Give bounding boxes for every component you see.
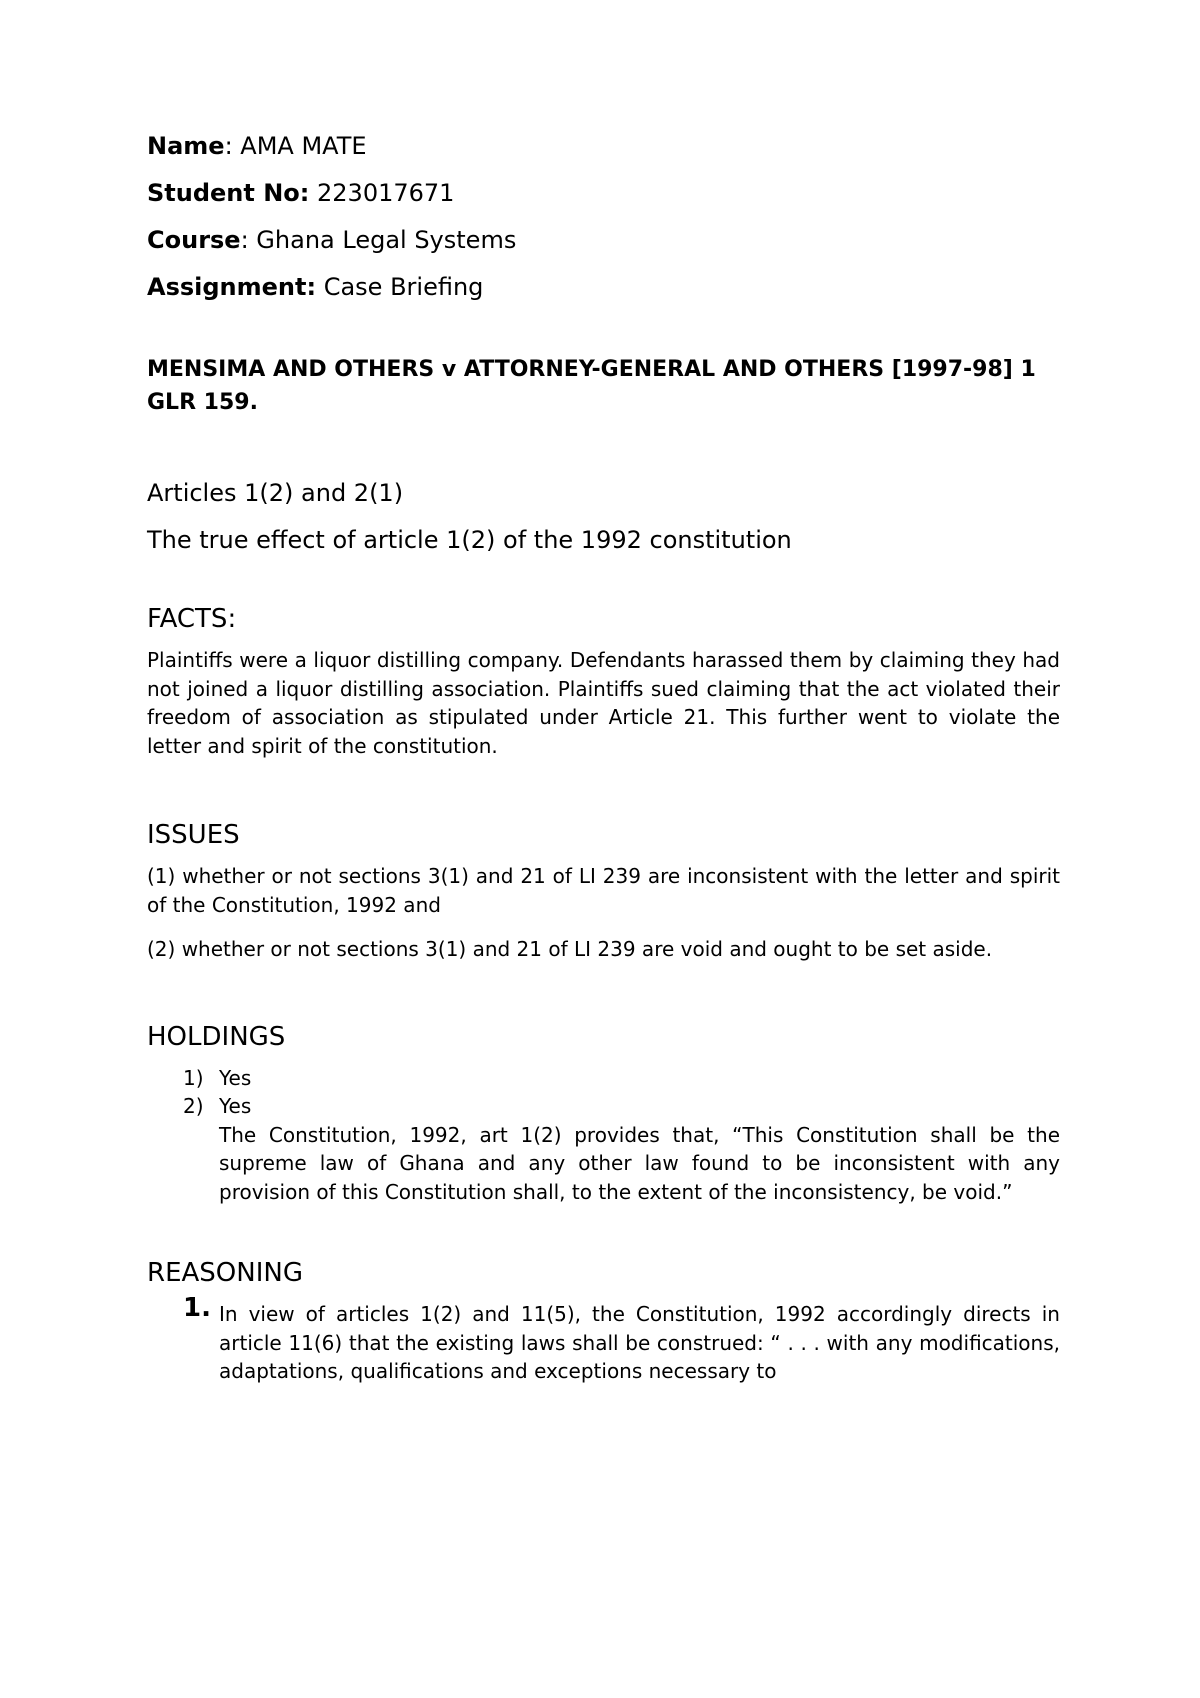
name-label: Name [147,132,225,160]
reasoning-text: In view of articles 1(2) and 11(5), the Constitution, 1992 accordingly directs in article 11(6) that the existing laws shall be construed: “ . . . with any modifications, adaptations, qualifications and exceptions necessary to [219,1302,1060,1383]
student-name-line [147,130,1060,162]
document-page [147,130,1060,1386]
reasoning-list [147,1293,1060,1386]
course-line [147,224,1060,256]
holdings-list [147,1064,1060,1207]
course-label: Course [147,226,241,254]
issues-heading: ISSUES [147,820,240,850]
student-number-value: 223017671 [309,179,455,207]
holding-item [147,1092,1060,1121]
assignment-line [147,271,1060,303]
holdings-heading: HOLDINGS [147,1021,286,1052]
issue-item: (2) whether or not sections 3(1) and 21 of LI 239 are void and ought to be set aside. [147,937,993,961]
course-value: : Ghana Legal Systems [240,226,517,254]
holding-item [147,1064,1060,1093]
articles-line: Articles 1(2) and 2(1) [147,479,404,507]
holding-quote: The Constitution, 1992, art 1(2) provides that, “This Constitution shall be the supreme law of Ghana and any other law found to be inconsistent with any provision of this Constitution shall, to the extent of the inconsistency, be void.” [219,1122,1060,1204]
holding-marker: 2) [183,1094,204,1118]
student-number-label: Student No: [147,179,310,207]
holding-text: Yes [219,1065,252,1090]
reasoning-heading: REASONING [147,1258,303,1288]
issue-item: (1) whether or not sections 3(1) and 21 of LI 239 are inconsistent with the letter and spirit of the Constitution, 1992 and [147,864,1060,917]
assignment-label: Assignment: [147,273,317,301]
reasoning-item [147,1293,1060,1386]
facts-heading: FACTS: [147,604,237,634]
case-effect-line: The true effect of article 1(2) of the 1992 constitution [147,526,792,554]
reasoning-marker: 1. [183,1293,211,1323]
case-title: MENSIMA AND OTHERS v ATTORNEY-GENERAL AND OTHERS [1997-98] 1 GLR 159. [147,357,1036,415]
assignment-value: Case Briefing [316,273,484,301]
student-number-line [147,177,1060,209]
holding-text: Yes [219,1094,252,1118]
name-value: : AMA MATE [224,132,367,160]
holding-quote-item [147,1121,1060,1207]
facts-text: Plaintiffs were a liquor distilling company. Defendants harassed them by claiming they had not joined a liquor distilling association. Plaintiffs sued claiming that the act violated their freedom of association as stipulated under Article 21. This further went to violate the letter and spirit of the constitution. [147,648,1060,758]
holding-marker: 1) [183,1065,204,1090]
